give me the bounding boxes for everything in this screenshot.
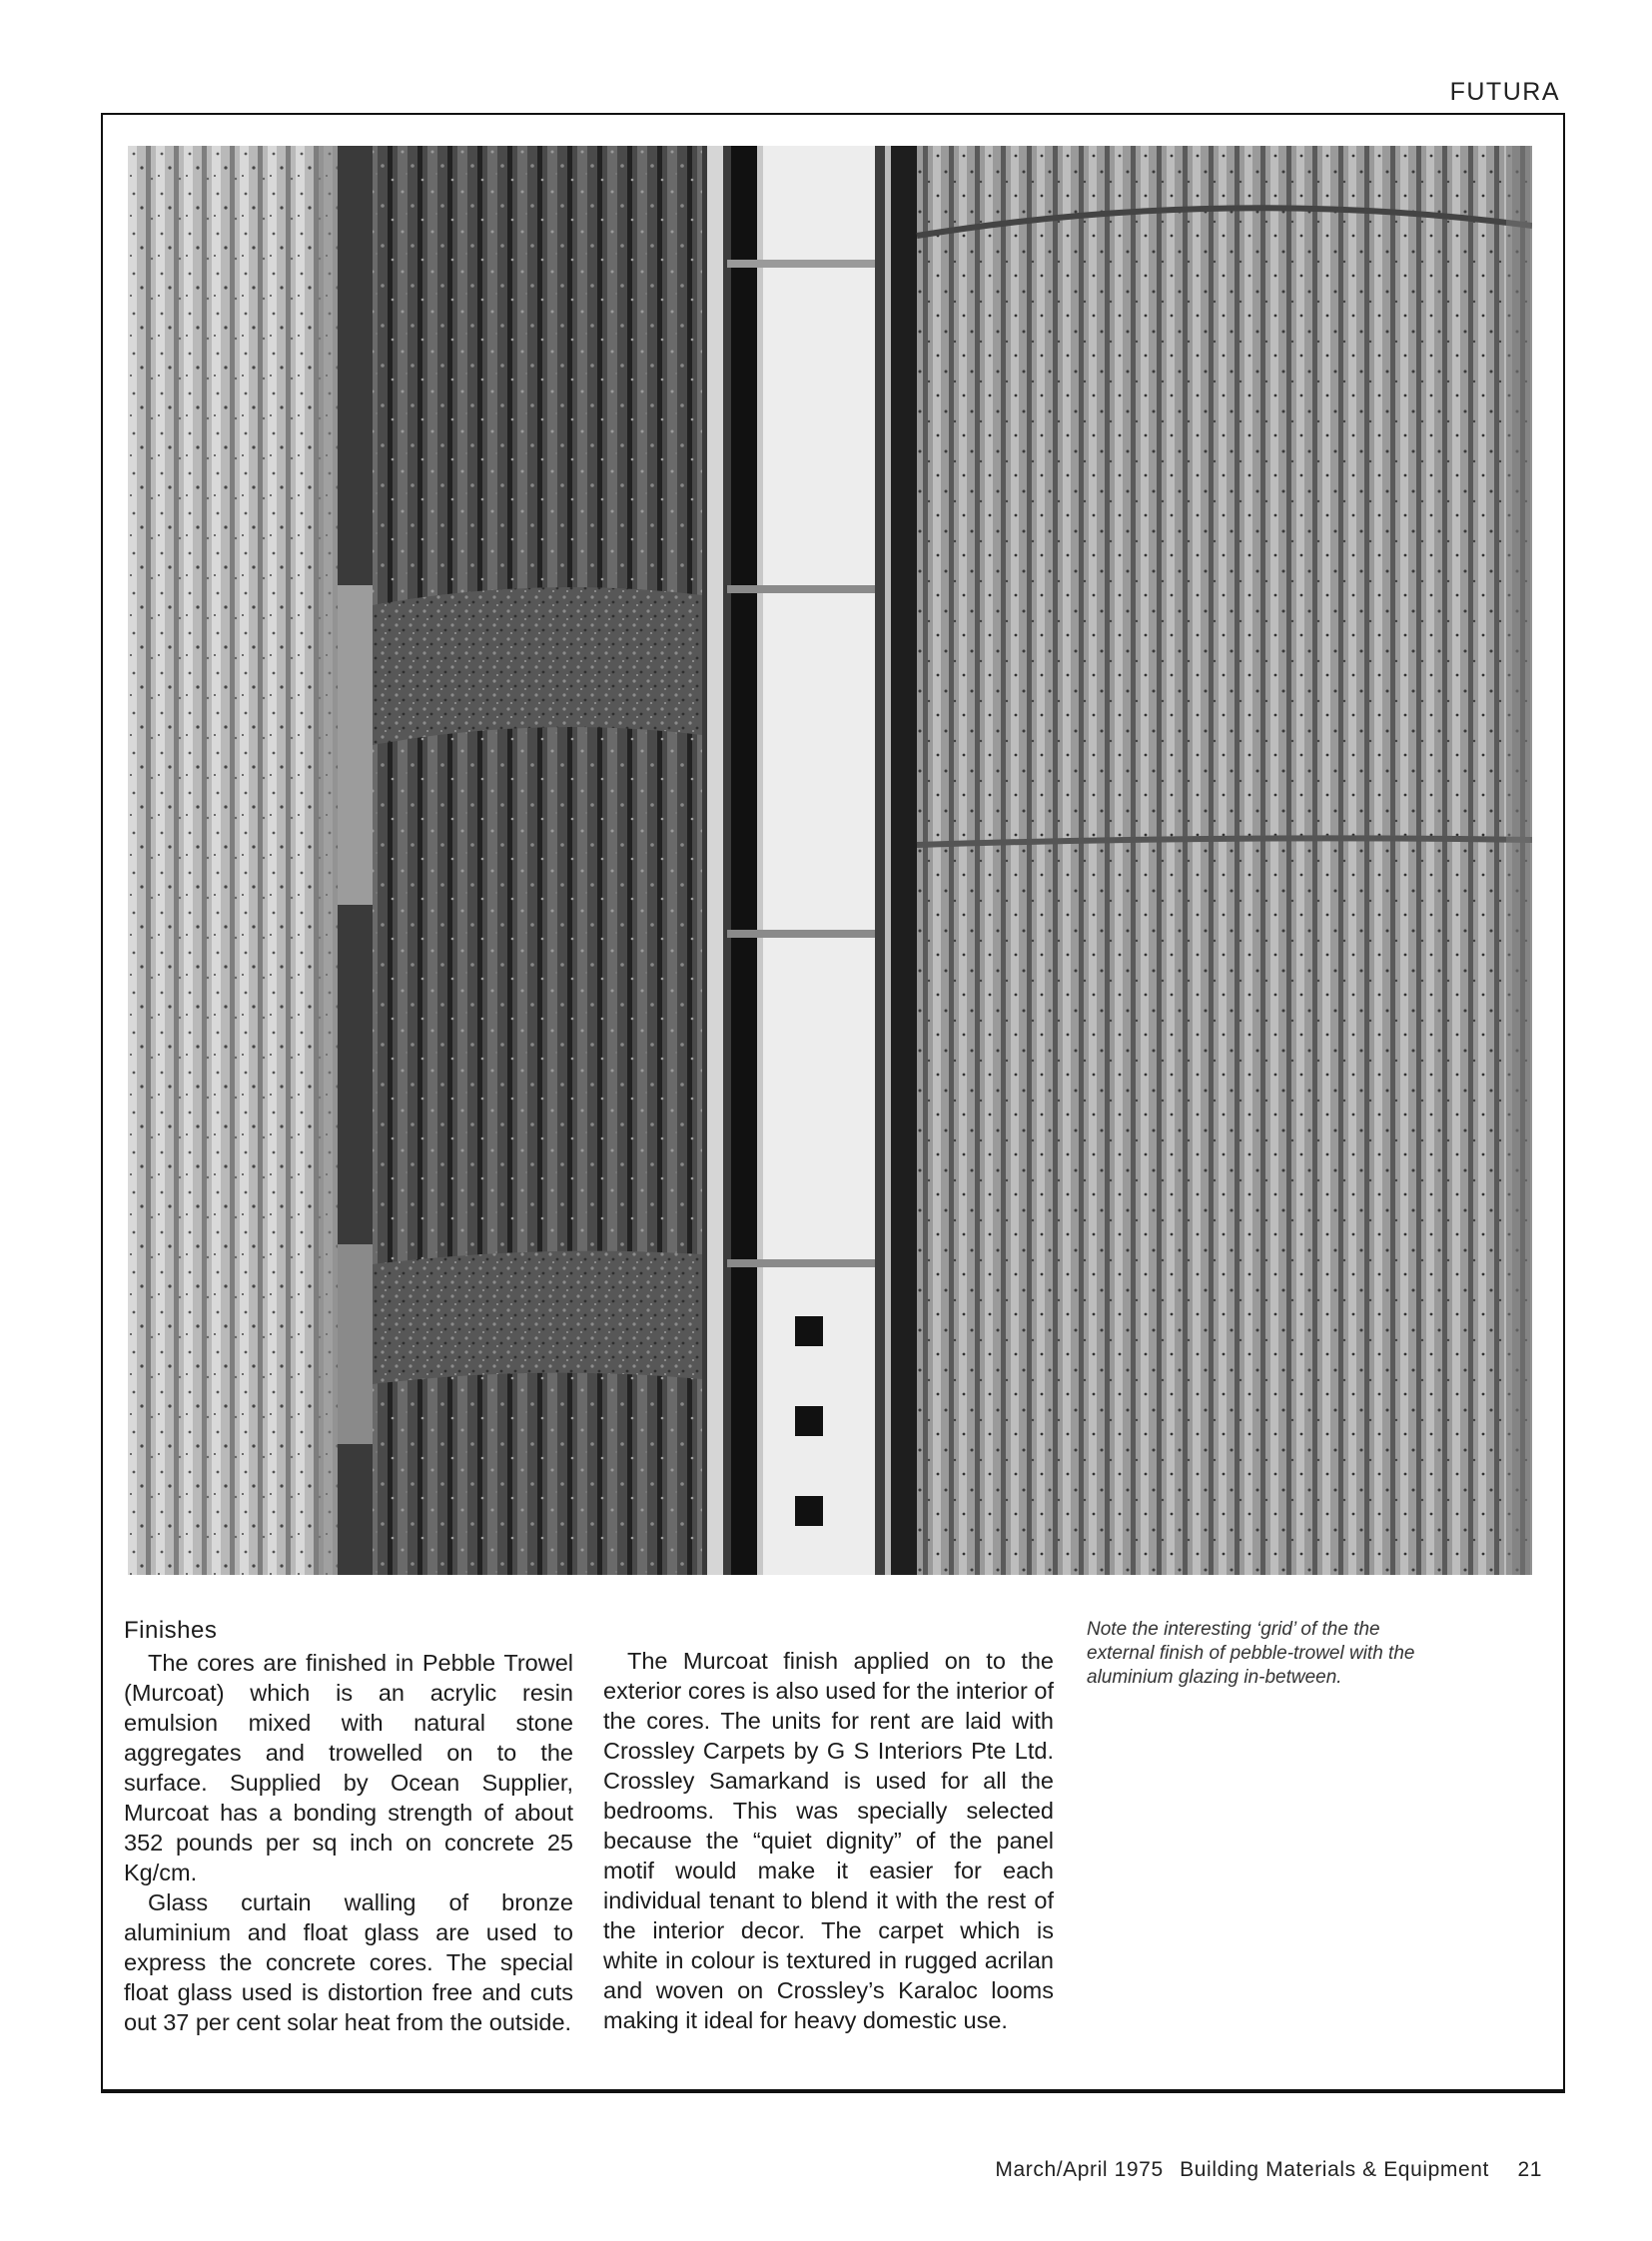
frame-bottom-rule (101, 2089, 1565, 2093)
section-label: FUTURA (1449, 78, 1560, 106)
paragraph: The cores are finished in Pebble Trowel (Murcoat) which is an acrylic resin emulsion mixed with natural stone aggregates and trowelled on to the surface. Supplied by Ocean Supplier, Murcoat has a bonding strength of about 352 pounds per sq inch on concrete 25 Kg/cm. (124, 1650, 573, 1885)
paragraph: Glass curtain walling of bronze aluminium and float glass are used to express the concrete cores. The special float glass used is distortion free and cuts out 37 per cent solar heat from the outside. (124, 1889, 573, 2035)
paragraph: The Murcoat finish applied on to the exterior cores is also used for the interior of the cores. The units for rent are laid with Crossley Carpets by G S Interiors Pte Ltd. Crossley Samarkand is used for all the bedrooms. This was specially selected because the “quiet dignity” of the panel motif would make it easier for each individual tenant to blend it with the rest of the interior decor. The carpet which is white in colour is textured in rugged acrilan and woven on Crossley’s Karaloc looms making it ideal for heavy domestic use. (603, 1648, 1054, 2033)
page-footer (985, 2158, 1542, 2182)
page-number: 21 (1517, 2158, 1542, 2181)
right-column (917, 146, 1532, 1575)
issue-date: March/April 1975 (995, 2158, 1164, 2181)
section-heading: Finishes (124, 1617, 218, 1644)
column-photograph (128, 146, 1532, 1575)
article-column-1 (124, 1608, 573, 2037)
photo-caption: Note the interesting ‘grid’ of the the external finish of pebble-trowel with the aluminium glazing in-between. (1087, 1619, 1415, 1688)
left-column (128, 146, 338, 1575)
publication-name: Building Materials & Equipment (1180, 2158, 1489, 2181)
article-column-2 (603, 1608, 1054, 2035)
